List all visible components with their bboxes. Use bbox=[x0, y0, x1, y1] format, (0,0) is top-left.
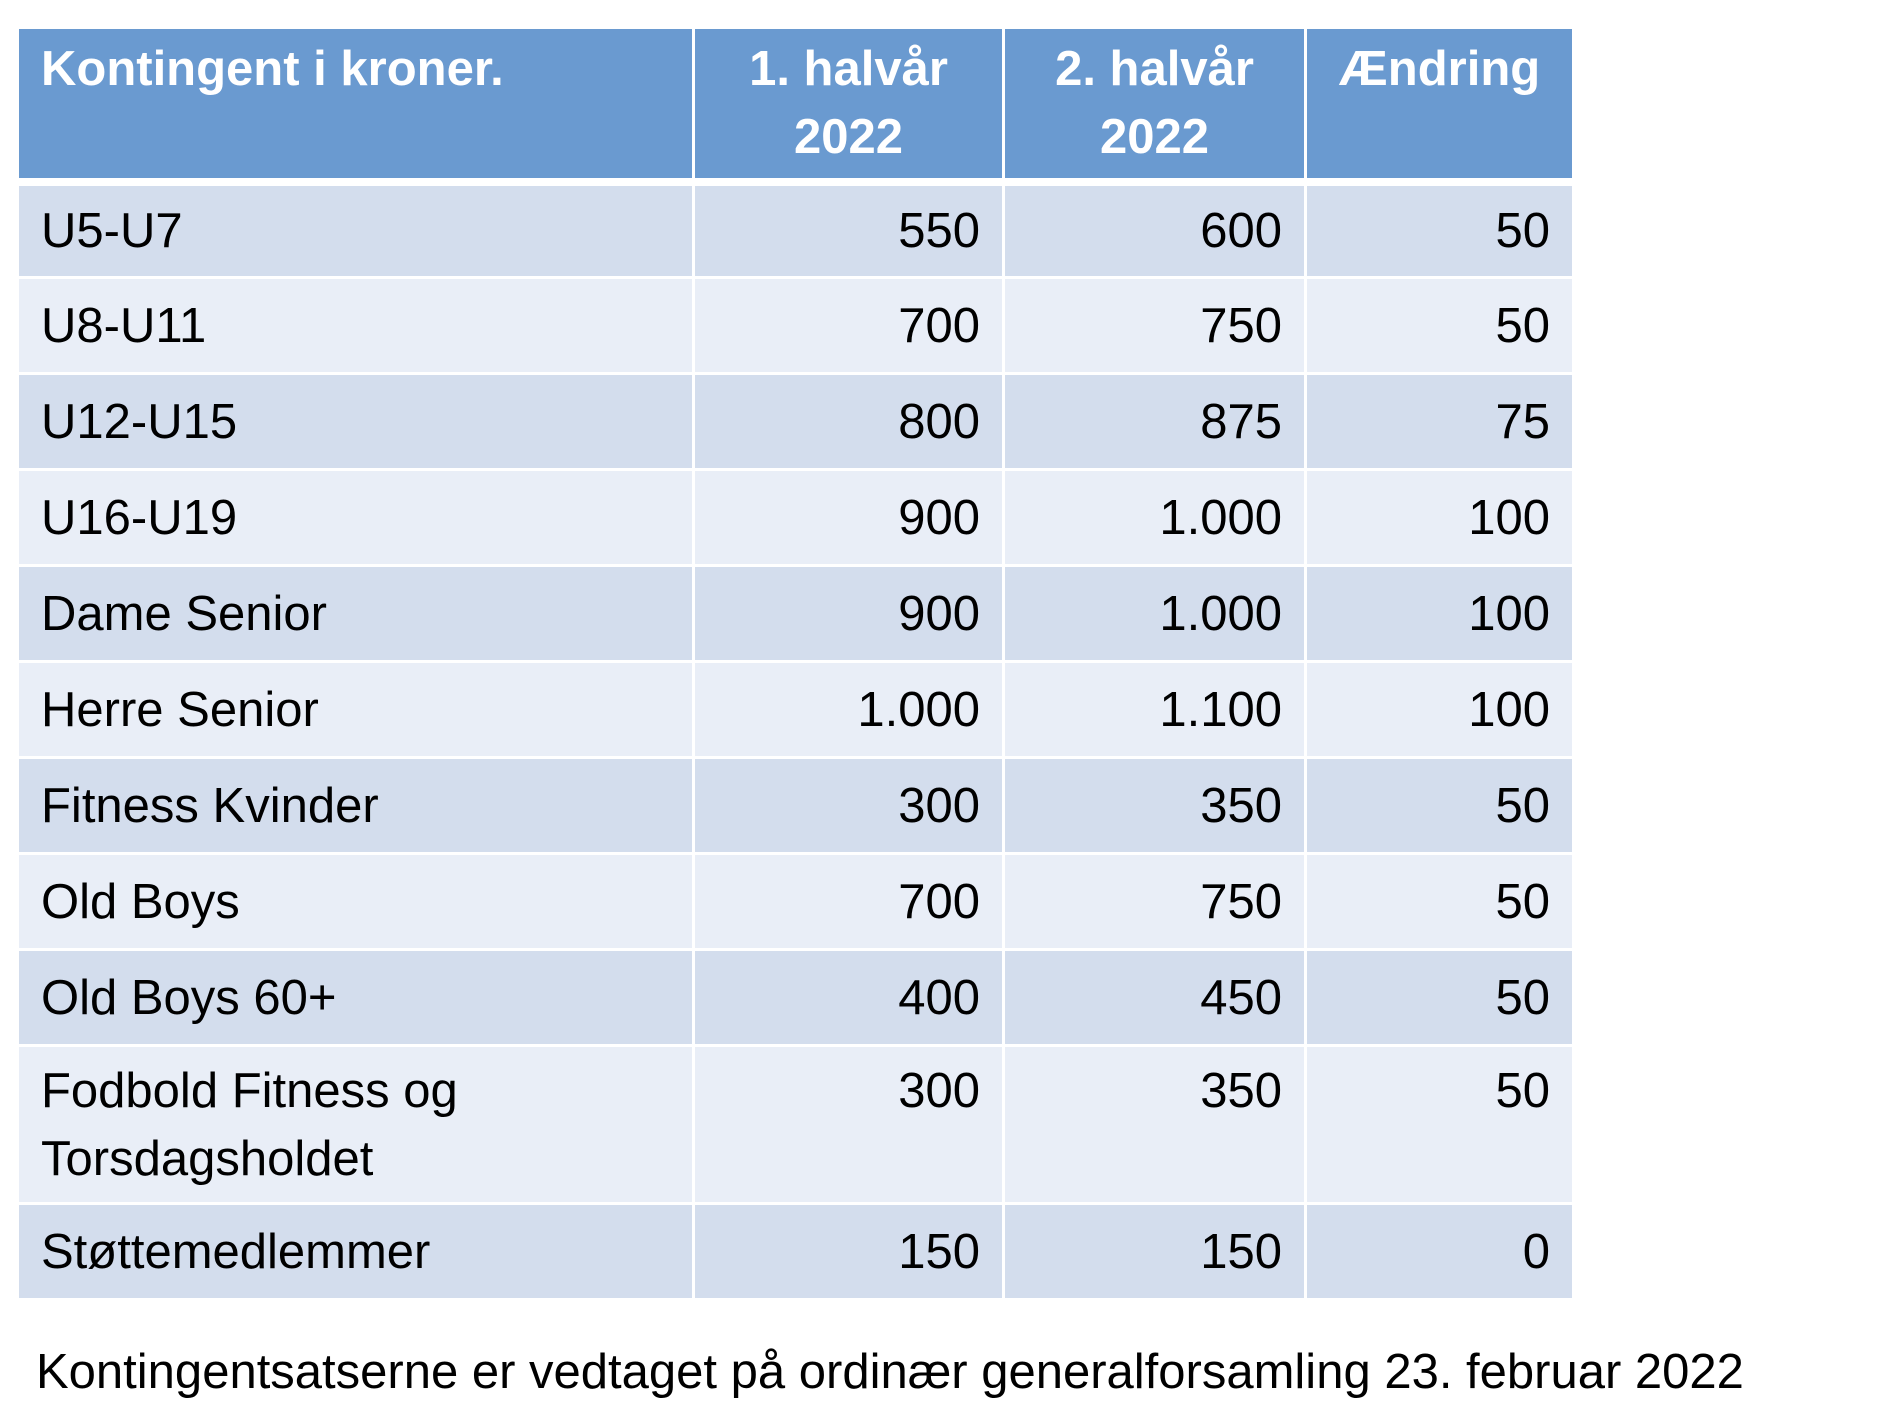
table-row bbox=[18, 758, 1574, 854]
row-second-half: 1.100 bbox=[1004, 662, 1306, 758]
row-category: U16-U19 bbox=[18, 470, 694, 566]
row-change: 75 bbox=[1306, 374, 1574, 470]
membership-fee-table bbox=[16, 26, 1575, 1301]
table-row bbox=[18, 854, 1574, 950]
row-second-half: 150 bbox=[1004, 1204, 1306, 1300]
row-first-half: 700 bbox=[694, 278, 1004, 374]
row-change: 100 bbox=[1306, 566, 1574, 662]
row-first-half: 300 bbox=[694, 1046, 1004, 1204]
row-change: 50 bbox=[1306, 950, 1574, 1046]
row-change: 0 bbox=[1306, 1204, 1574, 1300]
row-second-half: 1.000 bbox=[1004, 566, 1306, 662]
row-change: 50 bbox=[1306, 278, 1574, 374]
row-first-half: 900 bbox=[694, 566, 1004, 662]
table-row bbox=[18, 278, 1574, 374]
row-category: U12-U15 bbox=[18, 374, 694, 470]
row-first-half: 150 bbox=[694, 1204, 1004, 1300]
row-second-half: 750 bbox=[1004, 278, 1306, 374]
row-change: 50 bbox=[1306, 182, 1574, 278]
row-second-half: 350 bbox=[1004, 1046, 1306, 1204]
row-first-half: 700 bbox=[694, 854, 1004, 950]
footnote: Kontingentsatserne er vedtaget på ordinær generalforsamling 23. februar 2022 bbox=[36, 1345, 1744, 1399]
table-body bbox=[18, 182, 1574, 1300]
row-change: 50 bbox=[1306, 854, 1574, 950]
row-category: U8-U11 bbox=[18, 278, 694, 374]
row-category: U5-U7 bbox=[18, 182, 694, 278]
row-second-half: 600 bbox=[1004, 182, 1306, 278]
row-first-half: 300 bbox=[694, 758, 1004, 854]
row-first-half: 550 bbox=[694, 182, 1004, 278]
table-row bbox=[18, 470, 1574, 566]
row-category: Fitness Kvinder bbox=[18, 758, 694, 854]
table-header bbox=[18, 28, 1574, 182]
fee-table-container bbox=[16, 26, 1572, 1301]
row-category: Fodbold Fitness og Torsdagsholdet bbox=[18, 1046, 694, 1204]
table-row bbox=[18, 1204, 1574, 1300]
row-change: 100 bbox=[1306, 470, 1574, 566]
header-first-half-2022: 1. halvår 2022 bbox=[694, 28, 1004, 182]
row-second-half: 875 bbox=[1004, 374, 1306, 470]
row-first-half: 800 bbox=[694, 374, 1004, 470]
row-category: Old Boys bbox=[18, 854, 694, 950]
header-second-half-2022: 2. halvår 2022 bbox=[1004, 28, 1306, 182]
row-category: Old Boys 60+ bbox=[18, 950, 694, 1046]
table-row bbox=[18, 950, 1574, 1046]
row-first-half: 400 bbox=[694, 950, 1004, 1046]
row-second-half: 750 bbox=[1004, 854, 1306, 950]
header-row bbox=[18, 28, 1574, 182]
table-row bbox=[18, 182, 1574, 278]
row-change: 100 bbox=[1306, 662, 1574, 758]
row-category: Herre Senior bbox=[18, 662, 694, 758]
header-category: Kontingent i kroner. bbox=[18, 28, 694, 182]
table-row bbox=[18, 374, 1574, 470]
row-second-half: 450 bbox=[1004, 950, 1306, 1046]
table-row bbox=[18, 566, 1574, 662]
row-change: 50 bbox=[1306, 1046, 1574, 1204]
row-first-half: 900 bbox=[694, 470, 1004, 566]
row-second-half: 350 bbox=[1004, 758, 1306, 854]
table-row bbox=[18, 662, 1574, 758]
row-second-half: 1.000 bbox=[1004, 470, 1306, 566]
table-row bbox=[18, 1046, 1574, 1204]
row-first-half: 1.000 bbox=[694, 662, 1004, 758]
row-category: Dame Senior bbox=[18, 566, 694, 662]
row-change: 50 bbox=[1306, 758, 1574, 854]
header-change: Ændring bbox=[1306, 28, 1574, 182]
row-category: Støttemedlemmer bbox=[18, 1204, 694, 1300]
